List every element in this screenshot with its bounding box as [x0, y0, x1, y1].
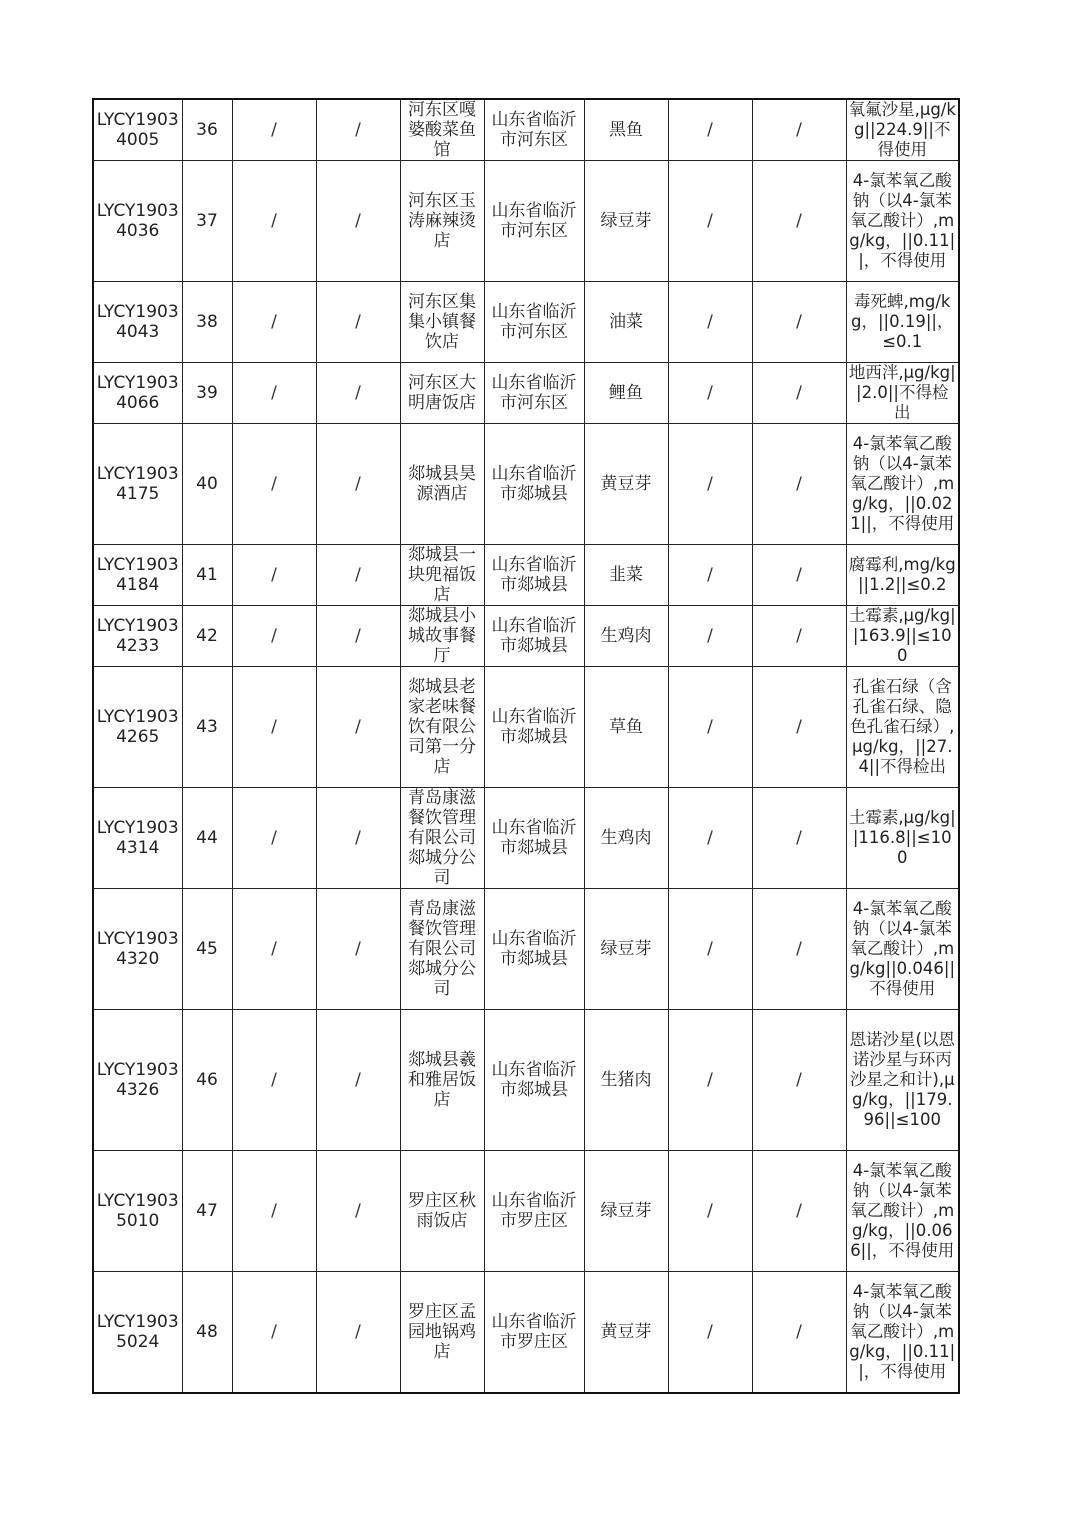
table-row	[93, 667, 959, 788]
address-cell: 山东省临沂市河东区	[484, 161, 584, 282]
empty-marker-cell: /	[232, 1151, 316, 1272]
empty-marker-cell: /	[232, 889, 316, 1010]
failed-item-cell: 孔雀石绿（含孔雀石绿、隐色孔雀石绿）,μg/kg，||27.4||不得检出	[846, 667, 959, 788]
business-name-cell: 青岛康滋餐饮管理有限公司郯城分公司	[400, 788, 484, 889]
business-name-cell: 青岛康滋餐饮管理有限公司郯城分公司	[400, 889, 484, 1010]
address-cell: 山东省临沂市郯城县	[484, 424, 584, 545]
empty-marker-cell: /	[668, 889, 752, 1010]
empty-marker-cell: /	[752, 99, 846, 161]
empty-marker-cell: /	[232, 1272, 316, 1393]
failed-item-cell: 毒死蜱,mg/kg，||0.19||，≤0.1	[846, 282, 959, 363]
empty-marker-cell: /	[232, 424, 316, 545]
sample-code-cell: LYCY19034326	[93, 1010, 182, 1151]
business-name-cell: 河东区集集小镇餐饮店	[400, 282, 484, 363]
table-row	[93, 1010, 959, 1151]
failed-item-cell: 土霉素,μg/kg||163.9||≤100	[846, 606, 959, 667]
empty-marker-cell: /	[316, 667, 400, 788]
business-name-cell: 郯城县昊源酒店	[400, 424, 484, 545]
address-cell: 山东省临沂市河东区	[484, 363, 584, 424]
row-number-cell: 40	[182, 424, 232, 545]
table-body	[93, 99, 959, 1393]
row-number-cell: 43	[182, 667, 232, 788]
empty-marker-cell: /	[752, 788, 846, 889]
food-name-cell: 油菜	[584, 282, 668, 363]
empty-marker-cell: /	[232, 667, 316, 788]
empty-marker-cell: /	[232, 1010, 316, 1151]
empty-marker-cell: /	[752, 545, 846, 606]
empty-marker-cell: /	[752, 363, 846, 424]
food-name-cell: 黑鱼	[584, 99, 668, 161]
sample-code-cell: LYCY19034184	[93, 545, 182, 606]
business-name-cell: 河东区大明唐饭店	[400, 363, 484, 424]
empty-marker-cell: /	[668, 99, 752, 161]
empty-marker-cell: /	[752, 667, 846, 788]
address-cell: 山东省临沂市罗庄区	[484, 1272, 584, 1393]
empty-marker-cell: /	[316, 363, 400, 424]
sample-code-cell: LYCY19034233	[93, 606, 182, 667]
business-name-cell: 罗庄区秋雨饭店	[400, 1151, 484, 1272]
empty-marker-cell: /	[668, 606, 752, 667]
table-row	[93, 1272, 959, 1393]
food-name-cell: 黄豆芽	[584, 1272, 668, 1393]
empty-marker-cell: /	[752, 1272, 846, 1393]
failed-item-cell: 4-氯苯氧乙酸钠（以4-氯苯氧乙酸计）,mg/kg，||0.066||，不得使用	[846, 1151, 959, 1272]
business-name-cell: 河东区玉涛麻辣烫店	[400, 161, 484, 282]
empty-marker-cell: /	[668, 282, 752, 363]
sample-code-cell: LYCY19034005	[93, 99, 182, 161]
empty-marker-cell: /	[668, 363, 752, 424]
empty-marker-cell: /	[316, 1151, 400, 1272]
failed-item-cell: 4-氯苯氧乙酸钠（以4-氯苯氧乙酸计）,mg/kg，||0.021||，不得使用	[846, 424, 959, 545]
food-name-cell: 生猪肉	[584, 1010, 668, 1151]
table-row	[93, 788, 959, 889]
empty-marker-cell: /	[316, 99, 400, 161]
address-cell: 山东省临沂市河东区	[484, 282, 584, 363]
empty-marker-cell: /	[232, 788, 316, 889]
row-number-cell: 47	[182, 1151, 232, 1272]
address-cell: 山东省临沂市郯城县	[484, 667, 584, 788]
sample-code-cell: LYCY19034036	[93, 161, 182, 282]
table-row	[93, 424, 959, 545]
table-row	[93, 282, 959, 363]
empty-marker-cell: /	[232, 99, 316, 161]
address-cell: 山东省临沂市郯城县	[484, 1010, 584, 1151]
row-number-cell: 46	[182, 1010, 232, 1151]
empty-marker-cell: /	[752, 161, 846, 282]
food-name-cell: 绿豆芽	[584, 1151, 668, 1272]
empty-marker-cell: /	[752, 889, 846, 1010]
empty-marker-cell: /	[316, 889, 400, 1010]
business-name-cell: 河东区嘎婆酸菜鱼馆	[400, 99, 484, 161]
table-row	[93, 99, 959, 161]
business-name-cell: 郯城县小城故事餐厅	[400, 606, 484, 667]
failed-item-cell: 腐霉利,mg/kg||1.2||≤0.2	[846, 545, 959, 606]
empty-marker-cell: /	[752, 1010, 846, 1151]
address-cell: 山东省临沂市河东区	[484, 99, 584, 161]
sample-code-cell: LYCY19034320	[93, 889, 182, 1010]
food-name-cell: 生鸡肉	[584, 788, 668, 889]
table-row	[93, 545, 959, 606]
empty-marker-cell: /	[668, 788, 752, 889]
row-number-cell: 38	[182, 282, 232, 363]
row-number-cell: 36	[182, 99, 232, 161]
empty-marker-cell: /	[752, 606, 846, 667]
empty-marker-cell: /	[752, 282, 846, 363]
empty-marker-cell: /	[316, 788, 400, 889]
empty-marker-cell: /	[668, 545, 752, 606]
food-name-cell: 鲤鱼	[584, 363, 668, 424]
address-cell: 山东省临沂市郯城县	[484, 545, 584, 606]
address-cell: 山东省临沂市罗庄区	[484, 1151, 584, 1272]
failed-item-cell: 土霉素,μg/kg||116.8||≤100	[846, 788, 959, 889]
row-number-cell: 41	[182, 545, 232, 606]
address-cell: 山东省临沂市郯城县	[484, 889, 584, 1010]
empty-marker-cell: /	[752, 1151, 846, 1272]
empty-marker-cell: /	[668, 161, 752, 282]
failed-item-cell: 4-氯苯氧乙酸钠（以4-氯苯氧乙酸计）,mg/kg||0.046||不得使用	[846, 889, 959, 1010]
empty-marker-cell: /	[668, 1010, 752, 1151]
empty-marker-cell: /	[316, 424, 400, 545]
address-cell: 山东省临沂市郯城县	[484, 606, 584, 667]
table-row	[93, 606, 959, 667]
food-name-cell: 绿豆芽	[584, 161, 668, 282]
results-table	[92, 98, 960, 1394]
sample-code-cell: LYCY19034175	[93, 424, 182, 545]
failed-item-cell: 氧氟沙星,μg/kg||224.9||不得使用	[846, 99, 959, 161]
empty-marker-cell: /	[232, 161, 316, 282]
empty-marker-cell: /	[316, 282, 400, 363]
row-number-cell: 45	[182, 889, 232, 1010]
sample-code-cell: LYCY19034043	[93, 282, 182, 363]
row-number-cell: 44	[182, 788, 232, 889]
empty-marker-cell: /	[232, 545, 316, 606]
failed-item-cell: 4-氯苯氧乙酸钠（以4-氯苯氧乙酸计）,mg/kg，||0.11||，不得使用	[846, 161, 959, 282]
empty-marker-cell: /	[316, 161, 400, 282]
business-name-cell: 郯城县一块兜福饭店	[400, 545, 484, 606]
table-row	[93, 889, 959, 1010]
food-name-cell: 韭菜	[584, 545, 668, 606]
empty-marker-cell: /	[232, 363, 316, 424]
empty-marker-cell: /	[668, 667, 752, 788]
address-cell: 山东省临沂市郯城县	[484, 788, 584, 889]
empty-marker-cell: /	[668, 424, 752, 545]
food-name-cell: 黄豆芽	[584, 424, 668, 545]
empty-marker-cell: /	[232, 606, 316, 667]
food-name-cell: 绿豆芽	[584, 889, 668, 1010]
empty-marker-cell: /	[316, 545, 400, 606]
empty-marker-cell: /	[316, 606, 400, 667]
failed-item-cell: 恩诺沙星(以恩诺沙星与环丙沙星之和计),μg/kg，||179.96||≤100	[846, 1010, 959, 1151]
table-row	[93, 1151, 959, 1272]
empty-marker-cell: /	[752, 424, 846, 545]
sample-code-cell: LYCY19035024	[93, 1272, 182, 1393]
table-row	[93, 161, 959, 282]
food-name-cell: 草鱼	[584, 667, 668, 788]
row-number-cell: 37	[182, 161, 232, 282]
empty-marker-cell: /	[668, 1272, 752, 1393]
row-number-cell: 42	[182, 606, 232, 667]
empty-marker-cell: /	[316, 1010, 400, 1151]
business-name-cell: 郯城县羲和雅居饭店	[400, 1010, 484, 1151]
sample-code-cell: LYCY19034066	[93, 363, 182, 424]
empty-marker-cell: /	[316, 1272, 400, 1393]
business-name-cell: 罗庄区孟园地锅鸡店	[400, 1272, 484, 1393]
sample-code-cell: LYCY19034265	[93, 667, 182, 788]
empty-marker-cell: /	[668, 1151, 752, 1272]
sample-code-cell: LYCY19035010	[93, 1151, 182, 1272]
sample-code-cell: LYCY19034314	[93, 788, 182, 889]
row-number-cell: 48	[182, 1272, 232, 1393]
failed-item-cell: 地西泮,μg/kg||2.0||不得检出	[846, 363, 959, 424]
empty-marker-cell: /	[232, 282, 316, 363]
business-name-cell: 郯城县老家老味餐饮有限公司第一分店	[400, 667, 484, 788]
table-row	[93, 363, 959, 424]
food-name-cell: 生鸡肉	[584, 606, 668, 667]
failed-item-cell: 4-氯苯氧乙酸钠（以4-氯苯氧乙酸计）,mg/kg，||0.11||，不得使用	[846, 1272, 959, 1393]
row-number-cell: 39	[182, 363, 232, 424]
